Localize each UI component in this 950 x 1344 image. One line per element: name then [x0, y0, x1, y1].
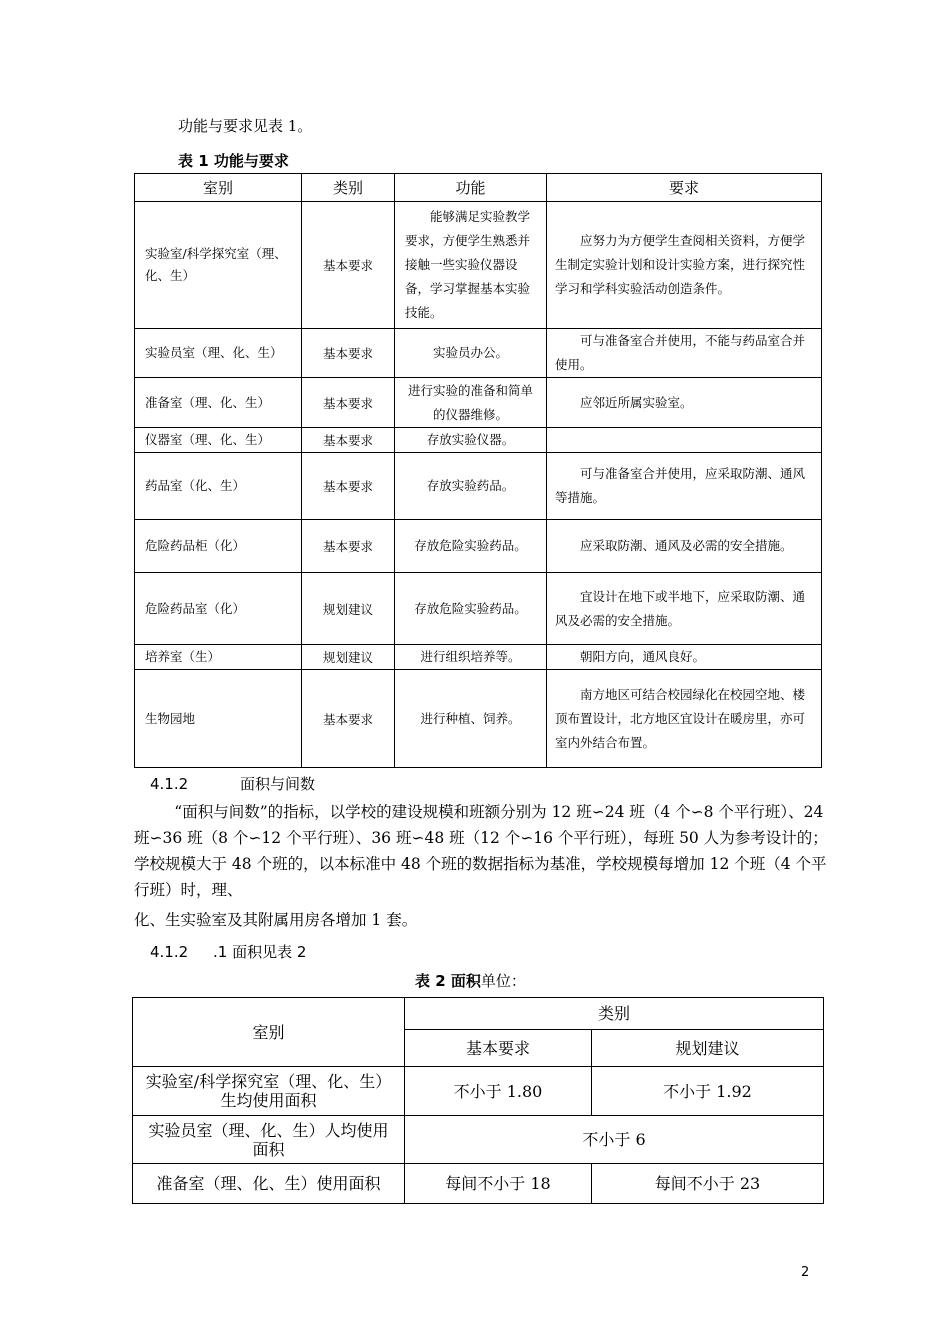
room-cell: 药品室（化、生）	[135, 453, 302, 520]
section-heading-4-1-2-1	[150, 941, 306, 962]
area-paragraph: “面积与间数”的指标，以学校的建设规模和班额分别为 12 班∽24 班（4 个∽8 个平行班）、24 班∽36 班（8 个∽12 个平行班）、36 班∽48 班（12 个∽16 个平行班），每班 50 人为参考设计的；学校规模大于 48 个班的，以本标准中 48 个班的数据指标为基准，学校规模每增加 12 个班（4 个平行班）时，理、	[134, 803, 828, 899]
table-row	[135, 670, 822, 768]
section-number: 4.1.2	[150, 943, 189, 961]
table-row	[135, 645, 822, 670]
table-row	[135, 520, 822, 573]
basic-cell: 每间不小于 18	[405, 1164, 592, 1204]
room-cell: 实验室/科学探究室（理、化、生）生均使用面积	[133, 1067, 405, 1116]
room-cell: 实验室/科学探究室（理、化、生）	[135, 202, 302, 329]
function-cell: 存放危险实验药品。	[395, 520, 547, 573]
type-cell: 基本要求	[302, 453, 395, 520]
function-cell: 存放危险实验药品。	[395, 573, 547, 645]
function-cell: 进行实验的准备和简单的仪器维修。	[395, 378, 547, 428]
table2-caption	[415, 970, 526, 991]
table-row	[133, 1164, 824, 1204]
room-cell: 培养室（生）	[135, 645, 302, 670]
table-row	[135, 378, 822, 428]
table2-caption-unit: 单位：	[480, 972, 526, 990]
page-number: 2	[801, 1265, 810, 1280]
function-cell: 能够满足实验教学要求，方便学生熟悉并接触一些实验仪器设备，学习掌握基本实验技能。	[395, 202, 547, 329]
table1-header-row	[135, 174, 822, 202]
type-cell: 基本要求	[302, 428, 395, 453]
requirement-cell: 可与准备室合并使用，不能与药品室合并使用。	[547, 329, 822, 378]
table-row	[135, 428, 822, 453]
room-cell: 生物园地	[135, 670, 302, 768]
room-cell: 仪器室（理、化、生）	[135, 428, 302, 453]
table-row	[135, 453, 822, 520]
header-function: 功能	[395, 174, 547, 202]
requirement-cell: 应采取防潮、通风及必需的安全措施。	[547, 520, 822, 573]
table1-caption: 表 1 功能与要求	[178, 152, 289, 170]
table-row	[133, 1067, 824, 1116]
section-title: .1 面积见表 2	[213, 943, 307, 961]
requirement-cell: 应努力为方便学生查阅相关资料，方便学生制定实验计划和设计实验方案，进行探究性学习和学科实验活动创造条件。	[547, 202, 822, 329]
table2-caption-title: 表 2 面积	[415, 972, 481, 990]
type-cell: 基本要求	[302, 329, 395, 378]
header-requirement: 要求	[547, 174, 822, 202]
function-cell: 存放实验药品。	[395, 453, 547, 520]
table-row	[135, 329, 822, 378]
room-cell: 危险药品柜（化）	[135, 520, 302, 573]
merged-cell: 不小于 6	[405, 1116, 824, 1164]
section-heading-4-1-2	[150, 773, 315, 794]
requirement-cell: 应邻近所属实验室。	[547, 378, 822, 428]
room-cell: 实验员室（理、化、生）	[135, 329, 302, 378]
plan-cell: 不小于 1.92	[592, 1067, 824, 1116]
room-cell: 实验员室（理、化、生）人均使用面积	[133, 1116, 405, 1164]
requirement-cell	[547, 428, 822, 453]
function-requirement-table	[134, 173, 822, 768]
requirement-cell: 南方地区可结合校园绿化在校园空地、楼顶布置设计，北方地区宜设计在暖房里，亦可室内外结合布置。	[547, 670, 822, 768]
room-cell: 准备室（理、化、生）	[135, 378, 302, 428]
header-plan: 规划建议	[592, 1030, 824, 1067]
header-basic: 基本要求	[405, 1030, 592, 1067]
room-cell: 准备室（理、化、生）使用面积	[133, 1164, 405, 1204]
section-number: 4.1.2	[150, 775, 189, 793]
table-row	[135, 573, 822, 645]
header-type: 类别	[302, 174, 395, 202]
table2-header-row	[133, 998, 824, 1030]
area-table	[132, 997, 824, 1204]
header-room: 室别	[133, 998, 405, 1067]
table-row	[135, 202, 822, 329]
function-cell: 实验员办公。	[395, 329, 547, 378]
type-cell: 基本要求	[302, 670, 395, 768]
type-cell: 基本要求	[302, 202, 395, 329]
section-title: 面积与间数	[240, 775, 316, 793]
function-cell: 进行组织培养等。	[395, 645, 547, 670]
requirement-cell: 朝阳方向，通风良好。	[547, 645, 822, 670]
function-cell: 进行种植、饲养。	[395, 670, 547, 768]
plan-cell: 每间不小于 23	[592, 1164, 824, 1204]
table-row	[133, 1116, 824, 1164]
type-cell: 基本要求	[302, 378, 395, 428]
area-paragraph-end: 化、生实验室及其附属用房各增加 1 套。	[134, 911, 418, 929]
type-cell: 规划建议	[302, 645, 395, 670]
requirement-cell: 宜设计在地下或半地下，应采取防潮、通风及必需的安全措施。	[547, 573, 822, 645]
intro-text: 功能与要求见表 1。	[178, 117, 313, 135]
room-cell: 危险药品室（化）	[135, 573, 302, 645]
function-cell: 存放实验仪器。	[395, 428, 547, 453]
requirement-cell: 可与准备室合并使用，应采取防潮、通风等措施。	[547, 453, 822, 520]
type-cell: 规划建议	[302, 573, 395, 645]
header-category: 类别	[405, 998, 824, 1030]
header-room: 室别	[135, 174, 302, 202]
basic-cell: 不小于 1.80	[405, 1067, 592, 1116]
type-cell: 基本要求	[302, 520, 395, 573]
